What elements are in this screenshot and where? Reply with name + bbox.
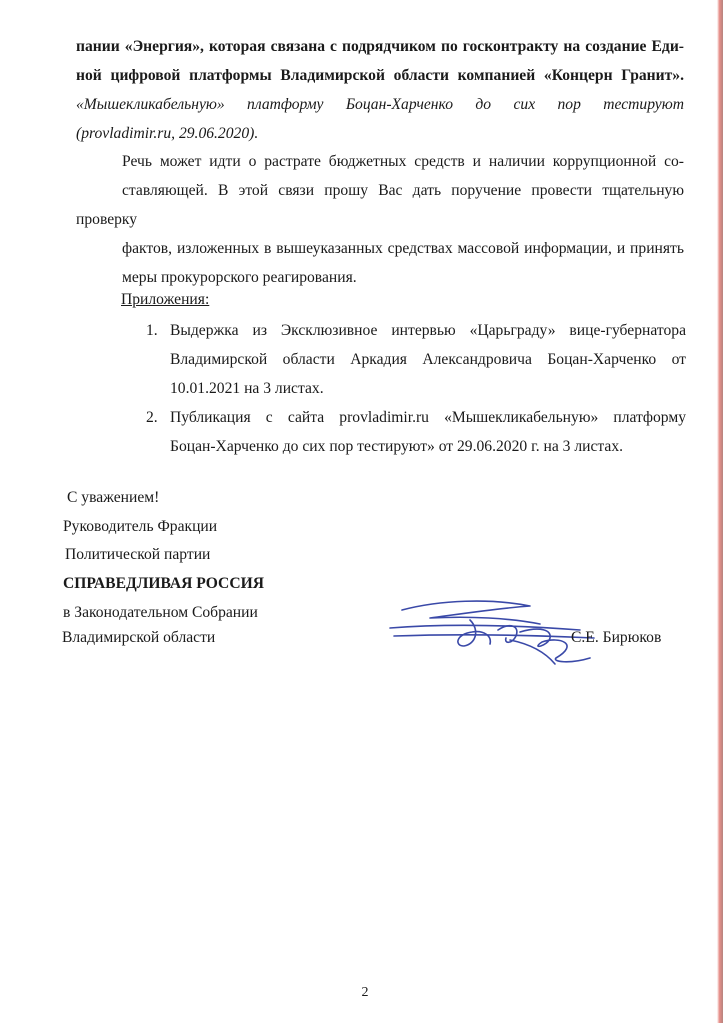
closing-position-line4: Владимирской области xyxy=(62,629,216,646)
closing-regards: С уважением! xyxy=(67,489,160,506)
paragraph1-line2: ной цифровой платформы Владимирской области компанией «Концерн Гранит». xyxy=(76,67,684,84)
closing-position-line1: Руководитель Фракции xyxy=(63,518,218,535)
appendix-item-line: Публикация с сайта provladimir.ru «Мышекликабельную» платформу xyxy=(170,409,686,426)
appendix-item xyxy=(146,316,686,403)
signer-name: С.Е. Бирюков xyxy=(571,629,662,646)
paragraph1-line1: пании «Энергия», которая связана с подрядчиком по госконтракту на создание Еди- xyxy=(76,38,684,55)
paragraph2-line3: фактов, изложенных в вышеуказанных средствах массовой информации, и принять xyxy=(122,240,684,257)
page-edge-shadow xyxy=(717,0,723,1023)
appendix-item-number: 1. xyxy=(146,322,158,339)
closing-position-line3: в Законодательном Собрании xyxy=(63,604,258,621)
appendix-item-line: Выдержка из Эксклюзивное интервью «Царьграду» вице-губернатора xyxy=(170,322,686,339)
appendix-item xyxy=(146,403,686,461)
appendix-item-line: Боцан-Харченко до сих пор тестируют» от 29.06.2020 г. на 3 листах. xyxy=(170,438,624,455)
appendix-list xyxy=(146,316,686,461)
appendix-item-number: 2. xyxy=(146,409,158,426)
appendix-item-line: Владимирской области Аркадия Александровича Боцан-Харченко от xyxy=(170,351,686,368)
closing-position-line2: Политической партии xyxy=(65,546,211,563)
paragraph2-line1: Речь может идти о растрате бюджетных средств и наличии коррупционной со- xyxy=(122,153,684,170)
appendix-item-line: 10.01.2021 на 3 листах. xyxy=(170,380,324,397)
page-number: 2 xyxy=(361,985,369,1000)
paragraph1-line3: «Мышекликабельную» платформу Боцан-Харченко до сих пор тестируют xyxy=(76,96,684,113)
closing-party-name: СПРАВЕДЛИВАЯ РОССИЯ xyxy=(63,575,264,592)
paragraph2-line2: ставляющей. В этой связи прошу Вас дать поручение провести тщательную проверку xyxy=(76,182,684,228)
paragraph1-line4: (provladimir.ru, 29.06.2020). xyxy=(76,125,259,142)
appendix-title: Приложения: xyxy=(121,291,210,308)
paragraph-energy-company xyxy=(76,32,684,148)
paragraph-request xyxy=(76,147,684,292)
paragraph2-line4: меры прокурорского реагирования. xyxy=(122,269,357,286)
